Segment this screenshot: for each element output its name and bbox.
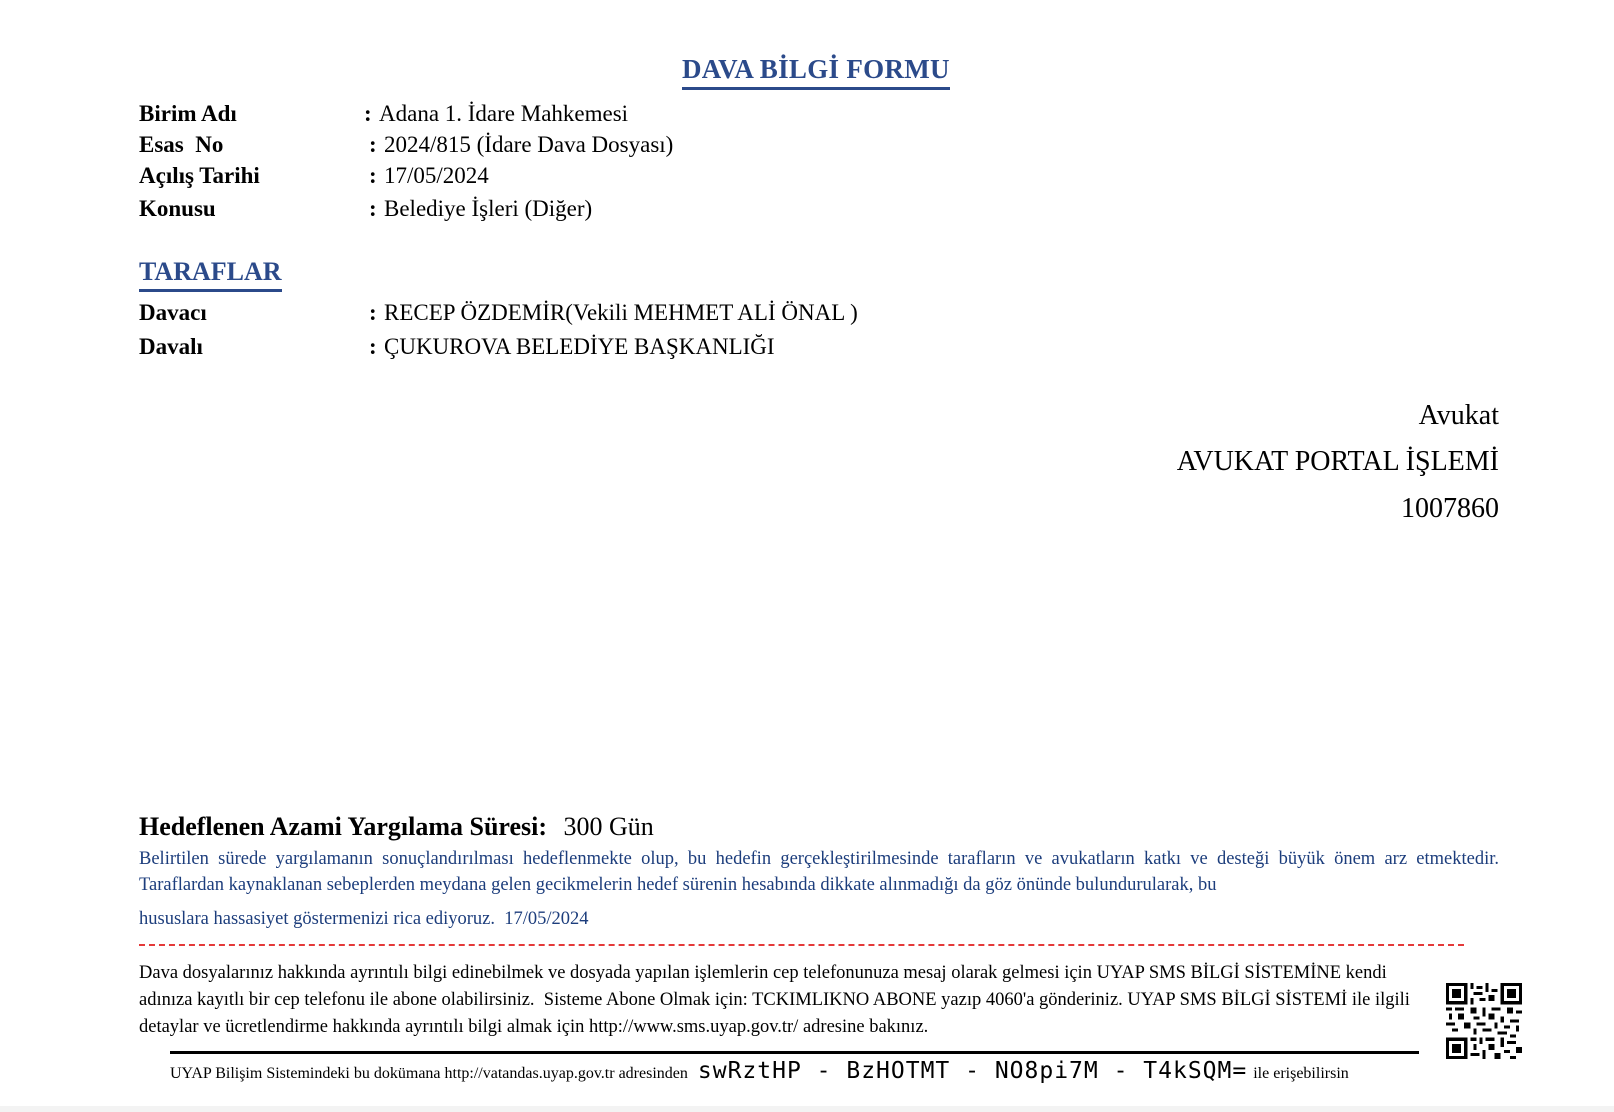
- field-separator: :: [369, 196, 377, 221]
- sms-info: Dava dosyalarınız hakkında ayrıntılı bilgi edinebilmek ve dosyada yapılan işlemlerin cep telefonunuza mesaj olarak gelmesi için UYAP SMS BİLGİ SİSTEMİNE kendi adınıza kayıtlı bir cep telefonu ile abone olabilirsiniz. Sisteme Abone Olmak için: TCKIMLIKNO ABONE yazıp 4060'a gönderiniz. UYAP SMS BİLGİ SİSTEMİ ile ilgili detaylar ve ücretlendirme hakkında ayrıntılı bilgi almak için http://www.sms.uyap.gov.tr/ adresine bakınız.: [139, 963, 1415, 1037]
- field-label: Birim Adı: [139, 101, 237, 126]
- duration-notice: [139, 846, 1499, 932]
- field-value: Adana 1. İdare Mahkemesi: [379, 101, 629, 126]
- signature-role: Avukat: [1418, 400, 1499, 431]
- party-separator: :: [369, 334, 377, 359]
- duration-label: Hedeflenen Azami Yargılama Süresi:: [139, 812, 548, 841]
- party-value: RECEP ÖZDEMİR(Vekili MEHMET ALİ ÖNAL ): [384, 300, 858, 325]
- notice-last-line: hususlara hassasiyet göstermenizi rica ediyoruz. 17/05/2024: [139, 909, 589, 929]
- party-label: Davacı: [139, 300, 207, 325]
- field-value: Belediye İşleri (Diğer): [384, 196, 593, 221]
- field-label: Esas No: [139, 132, 224, 157]
- party-separator: :: [369, 300, 377, 325]
- field-value: 17/05/2024: [384, 163, 489, 188]
- field-separator: :: [369, 132, 377, 157]
- footer-suffix: ile erişebilirsin: [1253, 1065, 1349, 1082]
- field-value: 2024/815 (İdare Dava Dosyası): [384, 132, 674, 157]
- target-duration: [139, 812, 654, 842]
- signature-number: 1007860: [1401, 493, 1499, 524]
- parties-heading: TARAFLAR: [139, 257, 282, 292]
- footer: [170, 1058, 1419, 1084]
- party-label: Davalı: [139, 334, 203, 359]
- duration-value: 300 Gün: [563, 812, 654, 841]
- field-label: Açılış Tarihi: [139, 163, 260, 188]
- dashed-divider: [139, 944, 1464, 946]
- party-value: ÇUKUROVA BELEDİYE BAŞKANLIĞI: [384, 334, 775, 359]
- footer-prefix: UYAP Bilişim Sistemindeki bu dokümana http://vatandas.uyap.gov.tr adresinden: [170, 1065, 688, 1082]
- footer-rule: [170, 1051, 1419, 1054]
- document-access-code: swRztHP - BzHOTMT - NO8pi7M - T4kSQM=: [697, 1058, 1248, 1084]
- notice-text: Belirtilen sürede yargılamanın sonuçlandırılması hedeflenmekte olup, bu hedefin gerçekleştirilmesinde tarafların ve avukatların katkı ve desteği büyük önem arz etmektedir. Taraflardan kaynaklanan sebeplerden meydana gelen gecikmelerin hedef sürenin hesabında dikkate alınmadığı da göz önünde bulundurularak, bu: [139, 849, 1499, 895]
- qr-code-icon: [1446, 983, 1522, 1059]
- field-separator: :: [369, 163, 377, 188]
- form-title: DAVA BİLGİ FORMU: [682, 54, 950, 90]
- field-label: Konusu: [139, 196, 216, 221]
- field-separator: :: [364, 101, 372, 126]
- signature-name: AVUKAT PORTAL İŞLEMİ: [1176, 446, 1499, 477]
